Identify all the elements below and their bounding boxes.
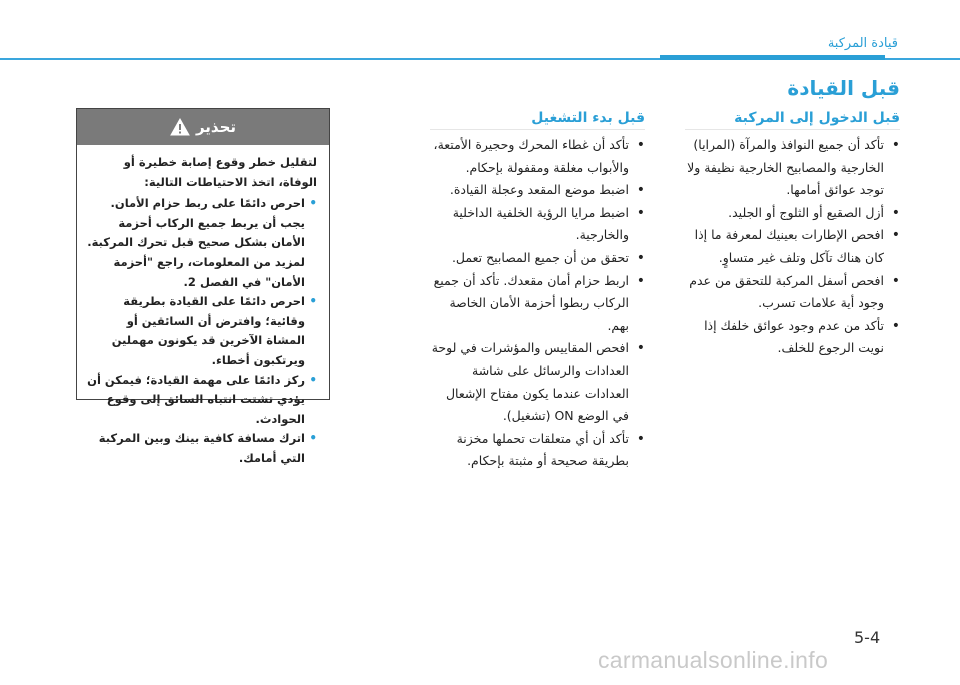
before-starting-title: قبل بدء التشغيل [430, 110, 645, 130]
warning-intro: لتقليل خطر وقوع إصابة خطيرة أو الوفاة، اتخذ الاحتياطات التالية: [123, 155, 317, 189]
warning-triangle-icon [170, 118, 190, 136]
before-starting-column [430, 110, 645, 473]
list-item: • اربط حزام أمان مقعدك. تأكد أن جميع الركاب ربطوا أحزمة الأمان الخاصة بهم. [433, 272, 645, 333]
warning-item: • ركز دائمًا على مهمة القيادة؛ فيمكن أن يؤدي تشتت انتباه السائق إلى وقوع الحوادث. [87, 372, 317, 426]
warning-item: • احرص دائمًا على القيادة بطريقة وقائية؛ وافترض أن السائقين أو المشاة الآخرين قد يكونون مهملين ويرتكبون أخطاء. [111, 294, 317, 367]
list-item: • افحص المقاييس والمؤشرات في لوحة العدادات والرسائل على شاشة العدادات عندما يكون مفتاح الإشعال في الوضع ON (تشغيل). [431, 340, 645, 424]
list-item: • اضبط مرايا الرؤية الخلفية الداخلية والخارجية. [452, 204, 645, 243]
warning-item: • اترك مسافة كافية بينك وبين المركبة التي أمامك. [98, 431, 317, 465]
list-item: • اضبط موضع المقعد وعجلة القيادة. [449, 182, 645, 199]
list-item: • افحص الإطارات بعينيك لمعرفة ما إذا كان هناك تآكل وتلف غير متساوٍ. [694, 227, 900, 265]
list-item: • تأكد أن غطاء المحرك وحجيرة الأمتعة، والأبواب مغلقة ومقفولة بإحكام. [433, 137, 645, 175]
watermark: carmanualsonline.info [598, 647, 829, 673]
warning-box [76, 108, 330, 465]
before-entering-title: قبل الدخول إلى المركبة [685, 110, 900, 130]
list-item: • تأكد من عدم وجود عوائق خلفك إذا نويت الرجوع للخلف. [704, 317, 900, 356]
list-item: • تأكد أن أي متعلقات تحملها مخزنة بطريقة صحيحة أو مثبتة بإحكام. [456, 430, 645, 469]
page-number: 5-4 [854, 628, 881, 647]
header-title: قيادة المركبة [827, 36, 898, 51]
warning-item: • احرص دائمًا على ربط حزام الأمان. يجب أن يربط جميع الركاب أحزمة الأمان بشكل صحيح قبل تحرك المركبة. لمزيد من المعلومات، راجع "أحزمة الأمان" في الفصل 2. [87, 196, 317, 289]
list-item: • تأكد أن جميع النوافذ والمرآة (المرايا) الخارجية والمصابيح الخارجية نظيفة ولا توجد عوائق أمامها. [687, 137, 900, 198]
section-title: قبل القيادة [787, 76, 900, 100]
header-divider-accent [660, 55, 885, 60]
warning-title: تحذير [195, 118, 237, 136]
warning-body [77, 145, 329, 469]
list-item: • تحقق من أن جميع المصابيح تعمل. [451, 249, 645, 266]
list-item: • افحص أسفل المركبة للتحقق من عدم وجود أية علامات تسرب. [689, 272, 900, 311]
list-item: • أزل الصقيع أو الثلوج أو الجليد. [728, 204, 900, 221]
before-entering-column [685, 110, 900, 360]
warning-header [77, 109, 329, 145]
